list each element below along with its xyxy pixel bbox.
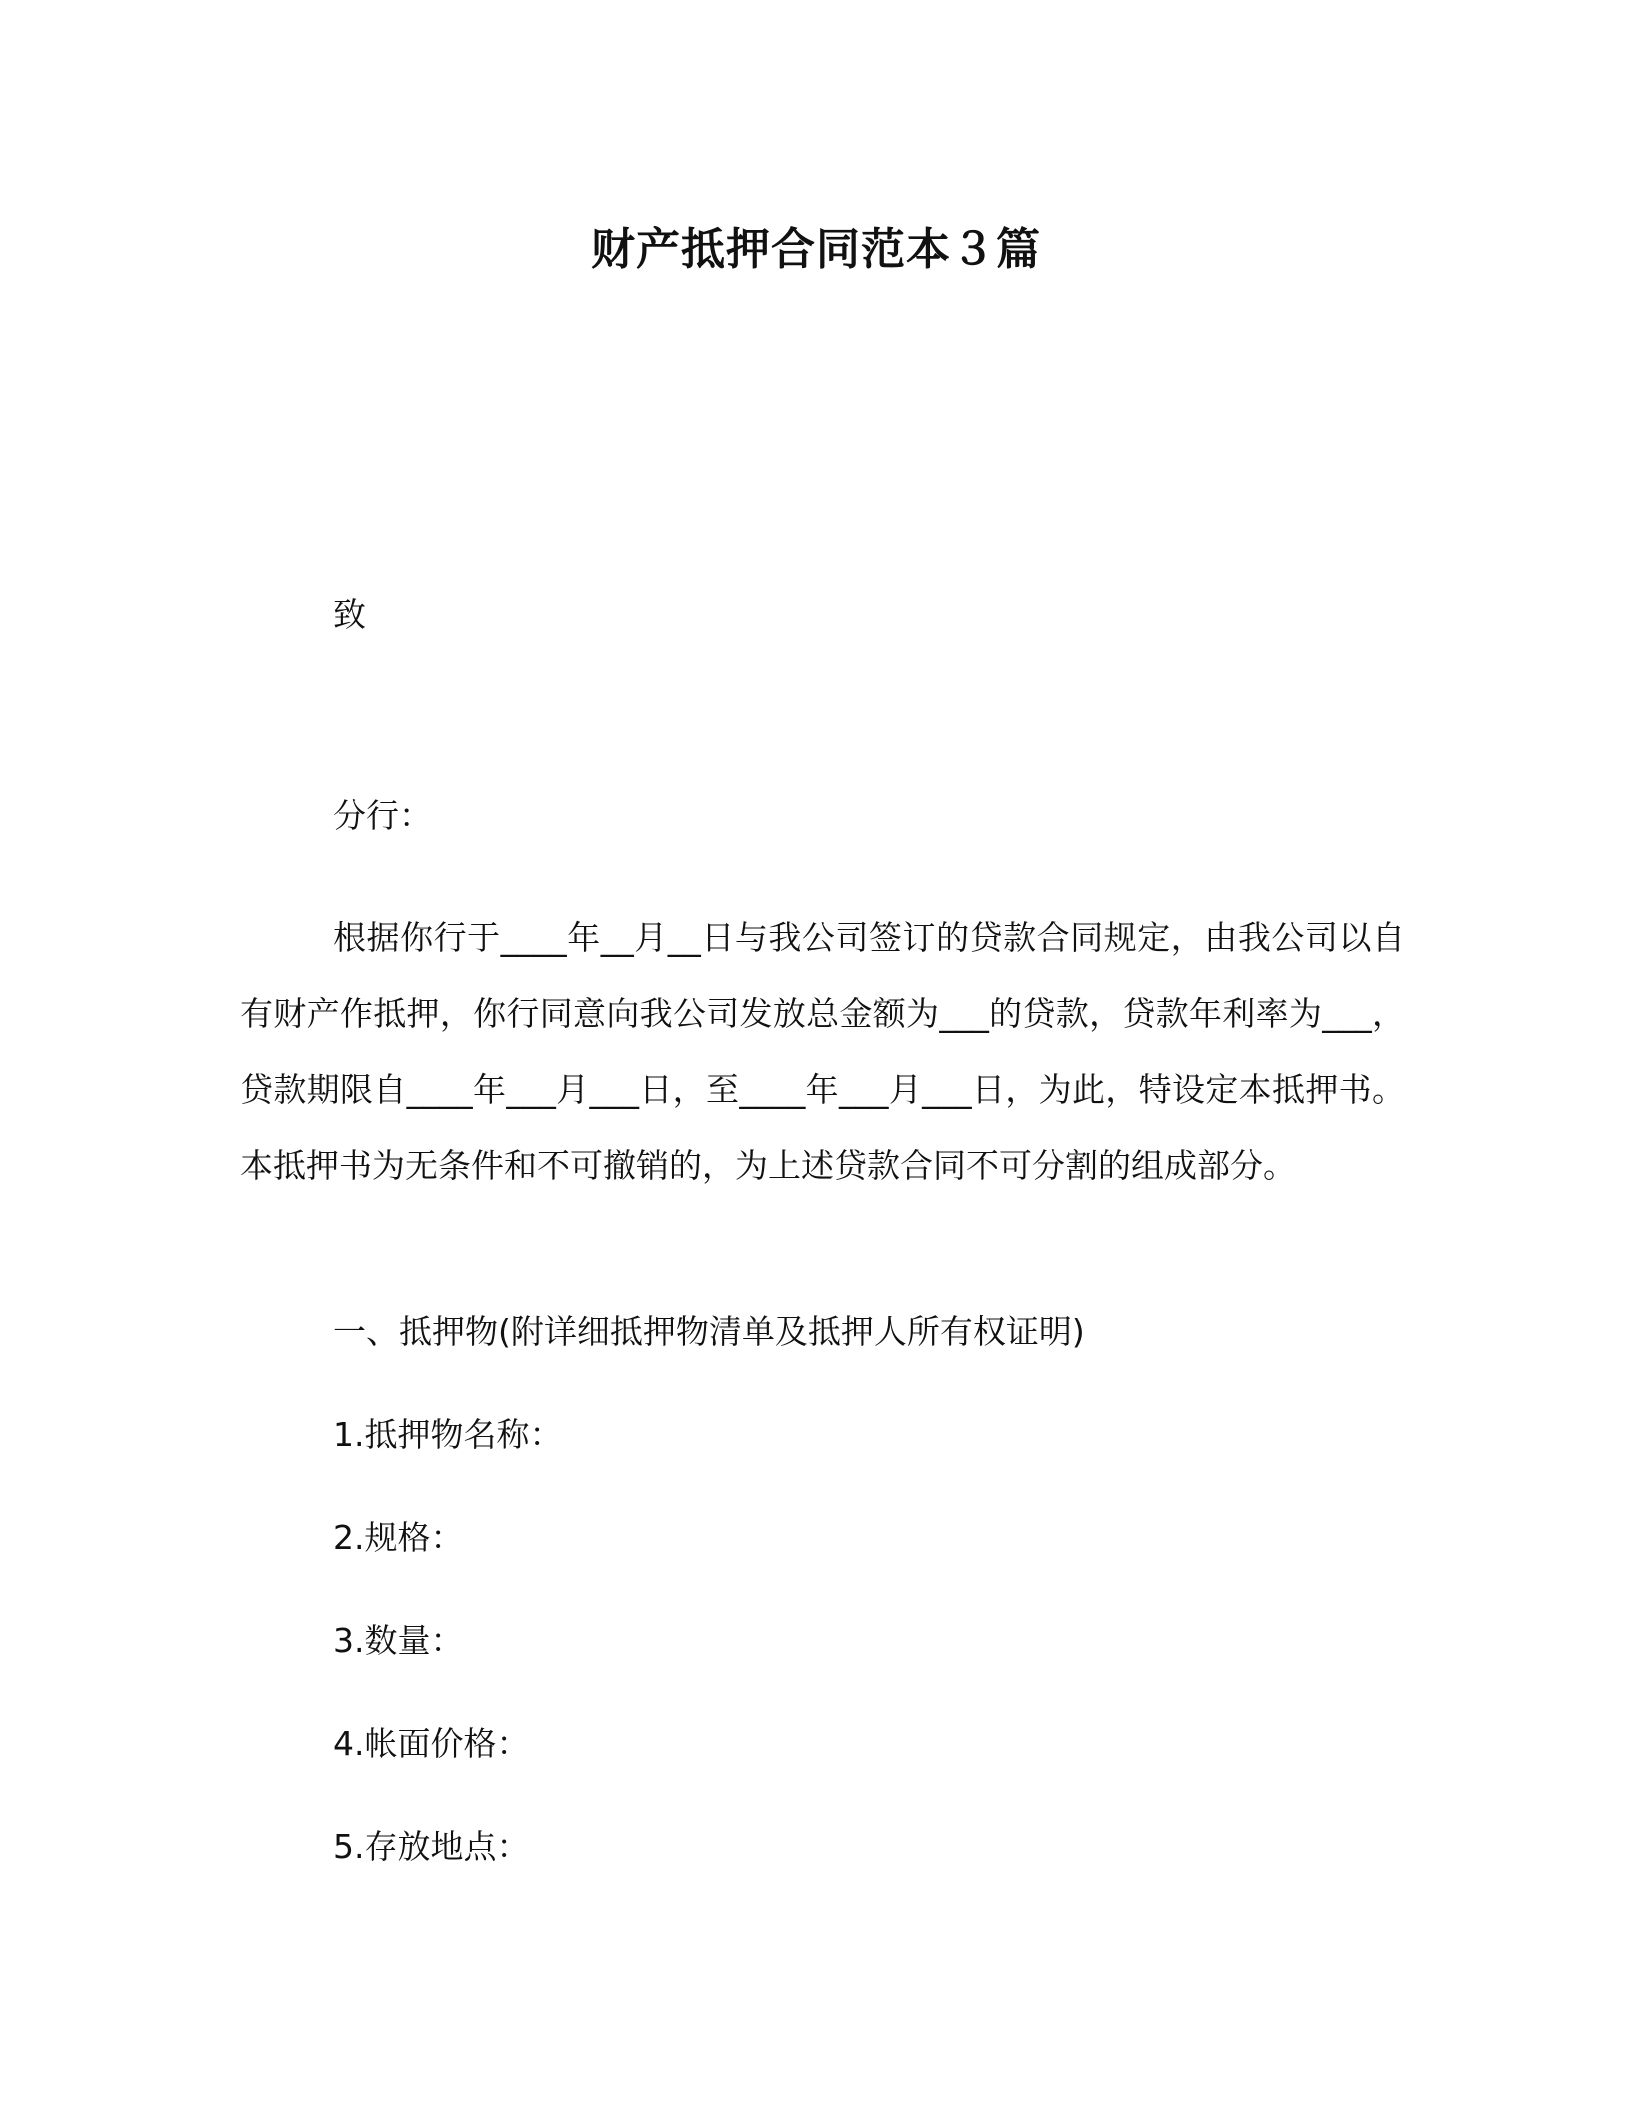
list-item: 1.抵押物名称：	[333, 1415, 563, 1454]
list-item: 4.帐面价格：	[333, 1724, 530, 1763]
intro-paragraph: 根据你行于____年__月__日与我公司签订的贷款合同规定，由我公司以自有财产作抵押，你行同意向我公司发放总金额为___的贷款，贷款年利率为___，贷款期限自____年___月___日，至____年___月___日，为此，特设定本抵押书。本抵押书为无条件和不可撤销的，为上述贷款合同不可分割的组成部分。	[240, 918, 1405, 1185]
document-title: 财产抵押合同范本３篇	[591, 224, 1041, 275]
list-item: 2.规格：	[333, 1518, 464, 1557]
section-heading: 一、抵押物(附详细抵押物清单及抵押人所有权证明)	[333, 1312, 1085, 1351]
salutation: 致	[333, 595, 366, 634]
list-item: 3.数量：	[333, 1621, 464, 1660]
list-item: 5.存放地点：	[333, 1827, 530, 1866]
branch-label: 分行：	[333, 796, 432, 835]
